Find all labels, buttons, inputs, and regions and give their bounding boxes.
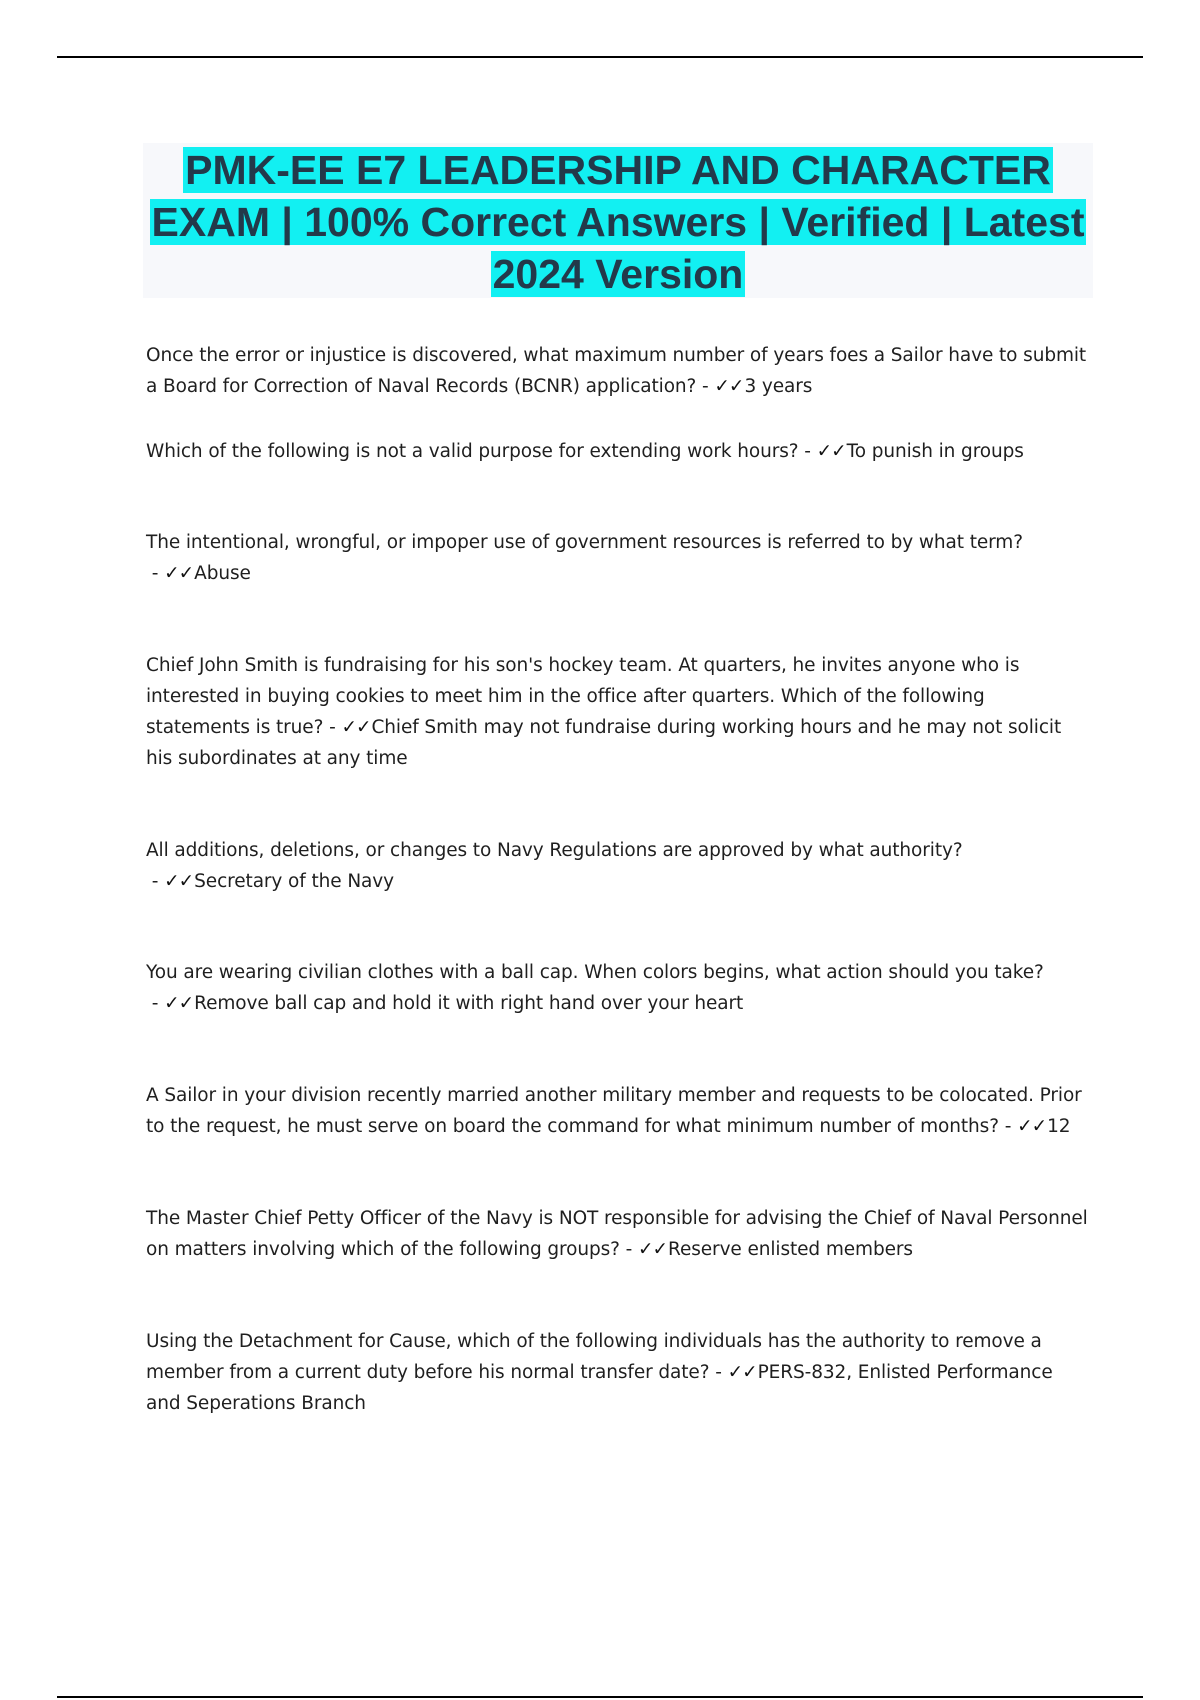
bottom-rule bbox=[57, 1696, 1143, 1698]
answer-text: 12 bbox=[1047, 1116, 1071, 1137]
check-mark-icon: ✓✓ bbox=[164, 993, 194, 1014]
check-mark-icon: ✓✓ bbox=[816, 441, 846, 462]
question-text: Using the Detachment for Cause, which of the following individuals has the authority to remove a member from a current duty before his normal transfer date? bbox=[146, 1331, 1042, 1383]
separator: - bbox=[709, 1362, 728, 1383]
answer-text: 3 years bbox=[744, 376, 813, 397]
check-mark-icon: ✓✓ bbox=[164, 871, 194, 892]
qa-item bbox=[146, 650, 1090, 774]
question-text: Chief John Smith is fundraising for his son's hockey team. At quarters, he invites anyone who is interested in buying cookies to meet him in the office after quarters. Which of the following statements is true? bbox=[146, 655, 1020, 738]
check-mark-icon: ✓✓ bbox=[164, 563, 194, 584]
qa-item bbox=[146, 1326, 1090, 1419]
title-banner bbox=[143, 143, 1093, 298]
qa-item bbox=[146, 436, 1090, 467]
separator: - bbox=[146, 993, 165, 1014]
question-text: A Sailor in your division recently married another military member and requests to be colocated. Prior to the request, he must serve on board the command for what minimum number of months? bbox=[146, 1085, 1082, 1137]
separator: - bbox=[619, 1239, 639, 1260]
question-text: Once the error or injustice is discovered, what maximum number of years foes a Sailor have to submit a Board for Correction of Naval Records (BCNR) application? bbox=[146, 345, 1087, 397]
answer-text: Reserve enlisted members bbox=[668, 1239, 913, 1260]
check-mark-icon: ✓✓ bbox=[1017, 1116, 1047, 1137]
qa-item bbox=[146, 1203, 1090, 1265]
question-text: Which of the following is not a valid purpose for extending work hours? bbox=[146, 441, 799, 462]
qa-item bbox=[146, 957, 1090, 1019]
answer-text: Secretary of the Navy bbox=[194, 871, 394, 892]
check-mark-icon: ✓✓ bbox=[714, 376, 744, 397]
qa-item bbox=[146, 1080, 1090, 1142]
qa-item bbox=[146, 527, 1090, 589]
top-rule bbox=[57, 56, 1143, 58]
separator: - bbox=[998, 1116, 1018, 1137]
separator: - bbox=[146, 871, 165, 892]
qa-item bbox=[146, 340, 1090, 402]
separator: - bbox=[798, 441, 817, 462]
question-text: The Master Chief Petty Officer of the Navy is NOT responsible for advising the Chief of Naval Personnel on matters involving which of the following groups? bbox=[146, 1208, 1088, 1260]
qa-item bbox=[146, 835, 1090, 897]
question-text: The intentional, wrongful, or impoper use of government resources is referred to by what term? bbox=[146, 532, 1023, 553]
answer-text: Abuse bbox=[194, 563, 251, 584]
answer-text: To punish in groups bbox=[846, 441, 1024, 462]
check-mark-icon: ✓✓ bbox=[727, 1362, 757, 1383]
check-mark-icon: ✓✓ bbox=[341, 717, 371, 738]
answer-text: PERS-832, Enlisted Performance and Seperations Branch bbox=[146, 1362, 1053, 1414]
answer-text: Remove ball cap and hold it with right hand over your heart bbox=[194, 993, 744, 1014]
answer-text: Chief Smith may not fundraise during working hours and he may not solicit his subordinates at any time bbox=[146, 717, 1062, 769]
question-text: You are wearing civilian clothes with a ball cap. When colors begins, what action should you take? bbox=[146, 962, 1044, 983]
check-mark-icon: ✓✓ bbox=[638, 1239, 668, 1260]
separator: - bbox=[323, 717, 342, 738]
question-text: All additions, deletions, or changes to Navy Regulations are approved by what authority? bbox=[146, 840, 963, 861]
document-title: PMK-EE E7 LEADERSHIP AND CHARACTER EXAM | 100% Correct Answers | Verified | Latest 2024 Version bbox=[151, 147, 1085, 297]
separator: - bbox=[146, 563, 165, 584]
separator: - bbox=[696, 376, 715, 397]
